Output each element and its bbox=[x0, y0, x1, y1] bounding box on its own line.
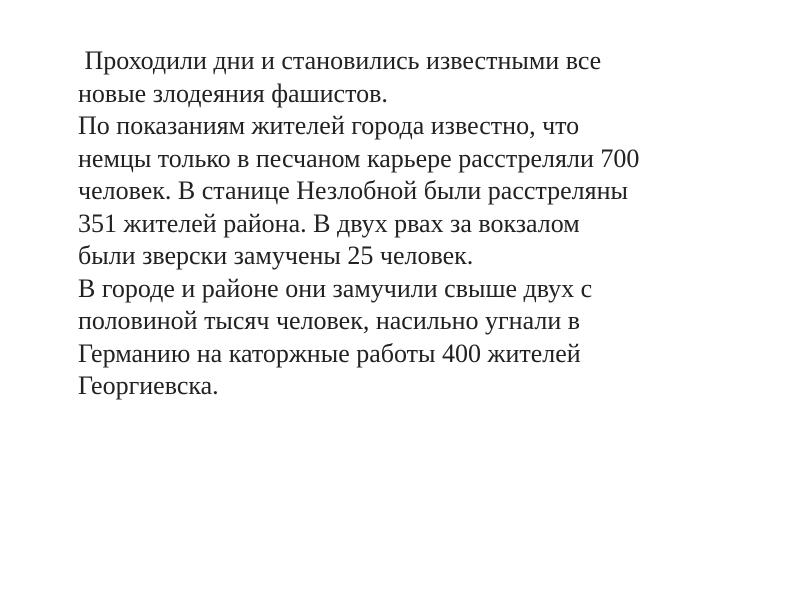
text-line: немцы только в песчаном карьере расстреляли 700 bbox=[78, 143, 640, 173]
text-line: человек. В станице Незлобной были расстреляны bbox=[78, 176, 628, 205]
text-line: новые злодеяния фашистов. bbox=[78, 78, 388, 108]
text-line: Германию на каторжные работы 400 жителей bbox=[78, 338, 581, 368]
text-line: Георгиевска. bbox=[78, 371, 219, 400]
text-line: 351 жителей района. В двух рвах за вокзалом bbox=[78, 208, 580, 238]
text-line: В городе и районе они замучили свыше двух с bbox=[78, 273, 593, 303]
text-line: Проходили дни и становились известными все bbox=[78, 46, 602, 75]
text-line: По показаниям жителей города известно, что bbox=[78, 111, 580, 140]
text-line: были зверски замучены 25 человек. bbox=[78, 241, 474, 270]
text-line: половиной тысяч человек, насильно угнали в bbox=[78, 306, 581, 335]
text-block bbox=[78, 45, 758, 403]
